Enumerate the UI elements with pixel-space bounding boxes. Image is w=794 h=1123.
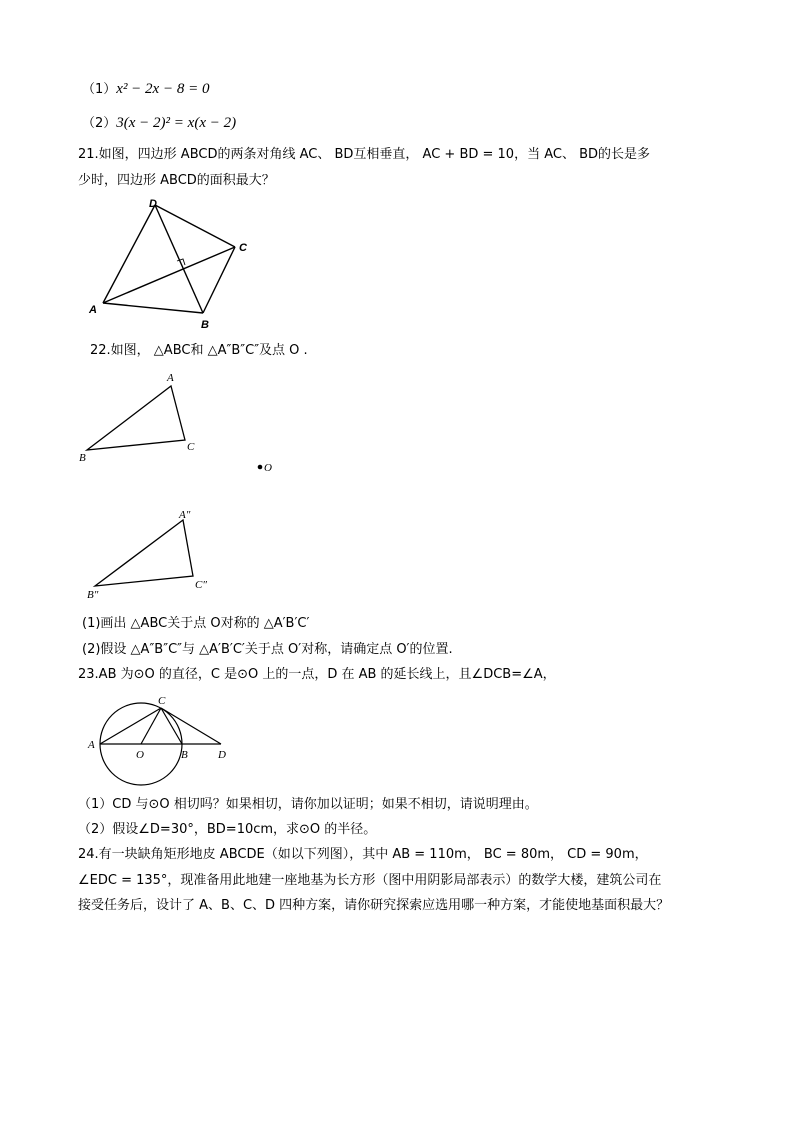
label-c: C (239, 242, 247, 254)
equation-1-label: （1） (82, 82, 117, 97)
triangle-abc (87, 386, 185, 450)
triangles-svg (75, 368, 305, 603)
question-21-line-2: 少时，四边形 ABCD的面积最大？ (78, 173, 275, 188)
question-23: 23.AB 为⊙O 的直径，C 是⊙O 上的一点，D 在 AB 的延长线上，且∠DCB=∠A， (78, 667, 556, 682)
label-b: B (181, 749, 188, 761)
equation-2-text: 3(x − 2)² = x(x − 2) (116, 115, 237, 131)
segment-ad (103, 205, 155, 303)
label-a: A (89, 304, 97, 316)
label-d: D (218, 749, 226, 761)
label-b2: B″ (87, 589, 99, 601)
circle-svg (88, 692, 238, 792)
equation-2-label: （2） (82, 116, 117, 131)
figure-quadrilateral-abcd (85, 195, 260, 335)
figure-circle-tangent (88, 692, 238, 792)
question-24-line-1: 24.有一块缺角矩形地皮 ABCDE（如以下列图），其中 AB = 110m， BC = 80m， CD = 90m， (78, 847, 648, 862)
question-24-line-2: ∠EDC = 135°，现准备用此地建一座地基为长方形（图中用阴影局部表示）的数学大楼，建筑公司在 (78, 873, 662, 888)
label-o: O (136, 749, 144, 761)
equation-2 (82, 114, 236, 133)
equation-1-text: x² − 2x − 8 = 0 (116, 81, 210, 97)
figure-triangles-and-point (75, 368, 305, 603)
label-a: A (167, 372, 174, 384)
question-22-part-2: (2)假设 △A″B″C″与 △A′B′C′关于点 O′对称，请确定点 O′的位置. (82, 642, 453, 657)
label-c: C (158, 695, 166, 707)
label-d: D (149, 198, 157, 210)
label-o: O (264, 462, 272, 474)
segment-cd (161, 708, 221, 744)
label-c2: C″ (195, 579, 207, 591)
question-21-line-1: 21.如图，四边形 ABCD的两条对角线 AC、 BD互相垂直， AC + BD = 10，当 AC、 BD的长是多 (78, 147, 651, 162)
label-c: C (187, 441, 195, 453)
point-o (258, 465, 263, 470)
equation-1 (82, 80, 209, 99)
triangle-a2b2c2 (95, 520, 193, 586)
question-24-line-3: 接受任务后，设计了 A、B、C、D 四种方案，请你研究探索应选用哪一种方案，才能使地基面积最大？ (78, 898, 670, 913)
segment-ac (100, 708, 161, 744)
diagonal-ac (103, 247, 235, 303)
segment-cb (203, 247, 235, 313)
label-b: B (79, 452, 86, 464)
segment-cb (161, 708, 182, 744)
question-23-part-2: （2）假设∠D=30°，BD=10cm，求⊙O 的半径。 (78, 822, 377, 837)
question-22-part-1: (1)画出 △ABC关于点 O对称的 △A′B′C′ (82, 616, 310, 631)
diagonal-bd (155, 205, 203, 313)
segment-ba (103, 303, 203, 313)
label-a2: A″ (179, 509, 191, 521)
segment-dc (155, 205, 235, 247)
label-b: B (201, 319, 209, 331)
question-23-part-1: （1）CD 与⊙O 相切吗？如果相切，请你加以证明；如果不相切，请说明理由。 (78, 797, 538, 812)
label-a: A (88, 739, 95, 751)
quadrilateral-svg (85, 195, 260, 335)
question-22: 22.如图， △ABC和 △A″B″C″及点 O . (90, 343, 308, 358)
